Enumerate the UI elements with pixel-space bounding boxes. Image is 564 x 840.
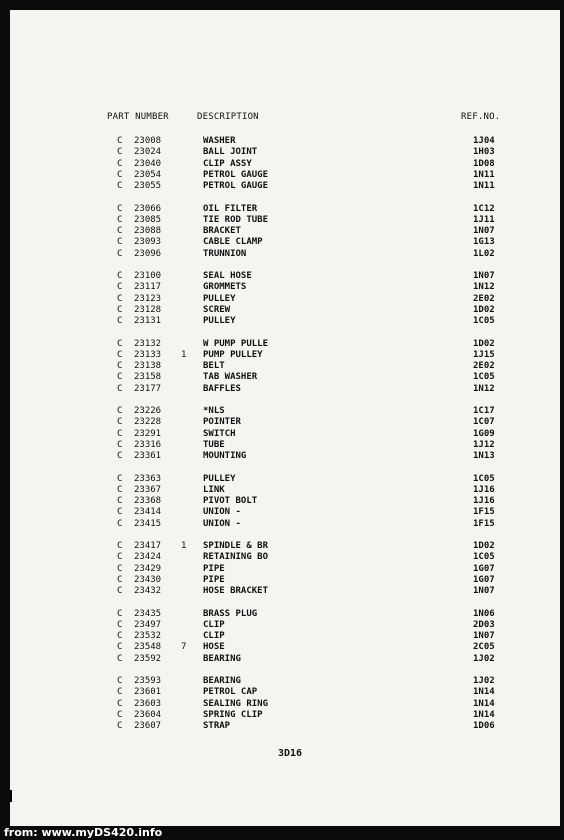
description: WASHER <box>203 136 236 146</box>
ref-number: 1D02 <box>473 541 495 551</box>
part-number: 23158 <box>134 372 162 383</box>
ref-number: 1N11 <box>473 169 495 180</box>
ref-number: 1C05 <box>473 473 495 484</box>
page-id: 3D16 <box>278 748 303 759</box>
description: HOSE BRACKET <box>203 586 269 596</box>
part-prefix: C <box>117 698 123 709</box>
part-number: 23291 <box>134 428 162 439</box>
part-number: 23368 <box>134 496 162 506</box>
table-row <box>0 159 564 170</box>
part-prefix: C <box>117 518 123 529</box>
description: TIE ROD TUBE <box>203 214 269 225</box>
part-number: 23040 <box>134 158 162 169</box>
description: PETROL GAUGE <box>203 169 269 180</box>
part-number: 23132 <box>134 338 162 349</box>
part-number: 23592 <box>134 653 162 664</box>
description: UNION - <box>203 518 241 529</box>
part-prefix: C <box>117 484 123 495</box>
header-ref-no: REF.NO. <box>461 112 501 122</box>
part-number: 23363 <box>134 473 162 484</box>
ref-number: 1C05 <box>473 552 495 563</box>
part-number: 23226 <box>134 406 162 416</box>
quantity: 1 <box>181 349 187 360</box>
part-prefix: C <box>117 304 123 315</box>
table-row <box>0 642 564 653</box>
description: PETROL CAP <box>203 687 258 698</box>
ref-number: 1D02 <box>473 338 495 349</box>
part-number: 23532 <box>134 631 162 641</box>
description: PULLEY <box>203 473 236 484</box>
table-row <box>0 440 564 451</box>
part-number: 23415 <box>134 518 162 529</box>
table-row <box>0 710 564 721</box>
part-prefix: C <box>117 563 123 574</box>
table-row <box>0 271 564 282</box>
table-row <box>0 429 564 440</box>
description: BELT <box>203 361 225 371</box>
part-number: 23138 <box>134 361 162 371</box>
ref-number: 1N14 <box>473 698 495 709</box>
part-number: 23497 <box>134 619 162 630</box>
part-number: 23429 <box>134 563 162 574</box>
ref-number: 1N12 <box>473 383 495 394</box>
table-row <box>0 215 564 226</box>
part-prefix: C <box>117 293 123 304</box>
ref-number: 1J11 <box>473 214 495 225</box>
table-row <box>0 721 564 732</box>
part-number: 23367 <box>134 484 162 495</box>
table-row <box>0 147 564 158</box>
part-prefix: C <box>117 248 123 259</box>
description: PULLEY <box>203 316 236 326</box>
table-row <box>0 204 564 215</box>
description: SPRING CLIP <box>203 709 263 720</box>
part-prefix: C <box>117 383 123 394</box>
description: CLIP <box>203 619 225 630</box>
description: BAFFLES <box>203 383 241 394</box>
description: PULLEY <box>203 293 236 304</box>
description: OIL FILTER <box>203 203 258 214</box>
description: CABLE CLAMP <box>203 237 263 248</box>
part-prefix: C <box>117 439 123 450</box>
ref-number: 1G07 <box>473 574 495 585</box>
scan-mark <box>10 790 12 802</box>
part-number: 23177 <box>134 383 162 394</box>
part-prefix: C <box>117 349 123 360</box>
part-number: 23055 <box>134 181 162 191</box>
ref-number: 1C05 <box>473 372 495 383</box>
part-prefix: C <box>117 406 123 416</box>
ref-number: 1D08 <box>473 158 495 169</box>
part-number: 23601 <box>134 687 162 698</box>
ref-number: 1N06 <box>473 608 495 619</box>
part-number: 23133 <box>134 349 162 360</box>
part-number: 23417 <box>134 541 162 551</box>
ref-number: 1D02 <box>473 304 495 315</box>
part-number: 23088 <box>134 226 162 236</box>
table-row <box>0 136 564 147</box>
table-row <box>0 586 564 597</box>
table-row <box>0 699 564 710</box>
description: SEAL HOSE <box>203 271 252 281</box>
part-number: 23607 <box>134 721 162 731</box>
source-watermark: from: www.myDS420.info <box>4 826 163 839</box>
description: PUMP PULLEY <box>203 349 263 360</box>
table-row <box>0 654 564 665</box>
part-number: 23128 <box>134 304 162 315</box>
ref-number: 1F15 <box>473 507 495 518</box>
ref-number: 1N07 <box>473 586 495 596</box>
table-row <box>0 372 564 383</box>
part-number: 23123 <box>134 293 162 304</box>
description: BEARING <box>203 653 241 664</box>
description: BRACKET <box>203 226 241 236</box>
table-row <box>0 631 564 642</box>
part-number: 23604 <box>134 709 162 720</box>
table-row <box>0 406 564 417</box>
ref-number: 1H03 <box>473 147 495 158</box>
description: SCREW <box>203 304 231 315</box>
table-row <box>0 507 564 518</box>
ref-number: 1C05 <box>473 316 495 326</box>
footer-bar <box>0 826 564 840</box>
ref-number: 2E02 <box>473 293 495 304</box>
table-row <box>0 609 564 620</box>
part-prefix: C <box>117 709 123 720</box>
ref-number: 1J12 <box>473 439 495 450</box>
part-number: 23096 <box>134 248 162 259</box>
table-row <box>0 552 564 563</box>
description: PETROL GAUGE <box>203 181 269 191</box>
part-number: 23435 <box>134 608 162 619</box>
part-prefix: C <box>117 642 123 653</box>
ref-number: 1N13 <box>473 451 495 461</box>
part-prefix: C <box>117 147 123 158</box>
table-row <box>0 282 564 293</box>
part-prefix: C <box>117 619 123 630</box>
part-prefix: C <box>117 136 123 146</box>
ref-number: 1J16 <box>473 496 495 506</box>
part-number: 23316 <box>134 439 162 450</box>
ref-number: 1N14 <box>473 687 495 698</box>
description: BALL JOINT <box>203 147 258 158</box>
table-row <box>0 451 564 462</box>
ref-number: 1F15 <box>473 518 495 529</box>
table-row <box>0 237 564 248</box>
part-prefix: C <box>117 608 123 619</box>
table-row <box>0 519 564 530</box>
table-row <box>0 474 564 485</box>
part-prefix: C <box>117 361 123 371</box>
part-number: 23093 <box>134 237 162 248</box>
part-number: 23008 <box>134 136 162 146</box>
part-number: 23361 <box>134 451 162 461</box>
description: PIVOT BOLT <box>203 496 258 506</box>
description: TRUNNION <box>203 248 247 259</box>
part-prefix: C <box>117 541 123 551</box>
ref-number: 1N07 <box>473 631 495 641</box>
ref-number: 2E02 <box>473 361 495 371</box>
table-row <box>0 249 564 260</box>
part-prefix: C <box>117 214 123 225</box>
table-row <box>0 170 564 181</box>
ref-number: 1G09 <box>473 428 495 439</box>
description: CLIP ASSY <box>203 158 252 169</box>
part-number: 23066 <box>134 203 162 214</box>
header-part-number: PART NUMBER <box>107 112 169 122</box>
ref-number: 1J02 <box>473 653 495 664</box>
part-prefix: C <box>117 552 123 563</box>
description: W PUMP PULLE <box>203 338 269 349</box>
ref-number: 1C07 <box>473 417 495 428</box>
table-row <box>0 339 564 350</box>
ref-number: 1N14 <box>473 709 495 720</box>
part-prefix: C <box>117 721 123 731</box>
ref-number: 2C05 <box>473 642 495 653</box>
part-number: 23414 <box>134 507 162 518</box>
part-prefix: C <box>117 181 123 191</box>
ref-number: 1J16 <box>473 484 495 495</box>
table-row <box>0 541 564 552</box>
part-number: 23603 <box>134 698 162 709</box>
ref-number: 1N07 <box>473 271 495 281</box>
part-prefix: C <box>117 428 123 439</box>
part-prefix: C <box>117 631 123 641</box>
part-prefix: C <box>117 226 123 236</box>
ref-number: 1J15 <box>473 349 495 360</box>
part-number: 23024 <box>134 147 162 158</box>
part-prefix: C <box>117 338 123 349</box>
description: STRAP <box>203 721 231 731</box>
part-prefix: C <box>117 203 123 214</box>
description: PIPE <box>203 574 225 585</box>
table-row <box>0 687 564 698</box>
part-prefix: C <box>117 653 123 664</box>
description: TUBE <box>203 439 225 450</box>
table-row <box>0 564 564 575</box>
part-number: 23228 <box>134 417 162 428</box>
ref-number: 1N07 <box>473 226 495 236</box>
part-number: 23593 <box>134 676 162 686</box>
part-prefix: C <box>117 237 123 248</box>
part-prefix: C <box>117 372 123 383</box>
part-prefix: C <box>117 507 123 518</box>
part-prefix: C <box>117 586 123 596</box>
description: UNION - <box>203 507 241 518</box>
ref-number: 1J04 <box>473 136 495 146</box>
description: PIPE <box>203 563 225 574</box>
description: GROMMETS <box>203 282 247 293</box>
description: POINTER <box>203 417 241 428</box>
part-prefix: C <box>117 496 123 506</box>
ref-number: 1L02 <box>473 248 495 259</box>
description: LINK <box>203 484 225 495</box>
table-row <box>0 485 564 496</box>
part-prefix: C <box>117 676 123 686</box>
ref-number: 1G07 <box>473 563 495 574</box>
part-number: 23548 <box>134 642 162 653</box>
part-prefix: C <box>117 169 123 180</box>
quantity: 1 <box>181 541 187 551</box>
part-number: 23424 <box>134 552 162 563</box>
header-description: DESCRIPTION <box>197 112 259 122</box>
quantity: 7 <box>181 642 187 653</box>
part-number: 23430 <box>134 574 162 585</box>
part-number: 23054 <box>134 169 162 180</box>
part-prefix: C <box>117 417 123 428</box>
table-row <box>0 226 564 237</box>
ref-number: 1N12 <box>473 282 495 293</box>
table-row <box>0 361 564 372</box>
table-row <box>0 575 564 586</box>
table-row <box>0 384 564 395</box>
part-prefix: C <box>117 282 123 293</box>
description: BRASS PLUG <box>203 608 258 619</box>
table-row <box>0 417 564 428</box>
ref-number: 1G13 <box>473 237 495 248</box>
description: HOSE <box>203 642 225 653</box>
ref-number: 2D03 <box>473 619 495 630</box>
part-number: 23085 <box>134 214 162 225</box>
description: SEALING RING <box>203 698 269 709</box>
part-number: 23131 <box>134 316 162 326</box>
part-number: 23432 <box>134 586 162 596</box>
ref-number: 1C17 <box>473 406 495 416</box>
description: TAB WASHER <box>203 372 258 383</box>
ref-number: 1N11 <box>473 181 495 191</box>
table-row <box>0 350 564 361</box>
part-prefix: C <box>117 316 123 326</box>
part-prefix: C <box>117 473 123 484</box>
table-row <box>0 181 564 192</box>
table-row <box>0 620 564 631</box>
description: *NLS <box>203 406 225 416</box>
description: RETAINING BO <box>203 552 269 563</box>
table-row <box>0 496 564 507</box>
table-row <box>0 305 564 316</box>
part-prefix: C <box>117 158 123 169</box>
part-prefix: C <box>117 271 123 281</box>
description: BEARING <box>203 676 241 686</box>
part-number: 23100 <box>134 271 162 281</box>
part-number: 23117 <box>134 282 162 293</box>
description: MOUNTING <box>203 451 247 461</box>
part-prefix: C <box>117 687 123 698</box>
table-row <box>0 294 564 305</box>
ref-number: 1D06 <box>473 721 495 731</box>
part-prefix: C <box>117 574 123 585</box>
ref-number: 1C12 <box>473 203 495 214</box>
description: SPINDLE & BR <box>203 541 269 551</box>
ref-number: 1J02 <box>473 676 495 686</box>
description: SWITCH <box>203 428 236 439</box>
description: CLIP <box>203 631 225 641</box>
table-row <box>0 676 564 687</box>
table-row <box>0 316 564 327</box>
part-prefix: C <box>117 451 123 461</box>
